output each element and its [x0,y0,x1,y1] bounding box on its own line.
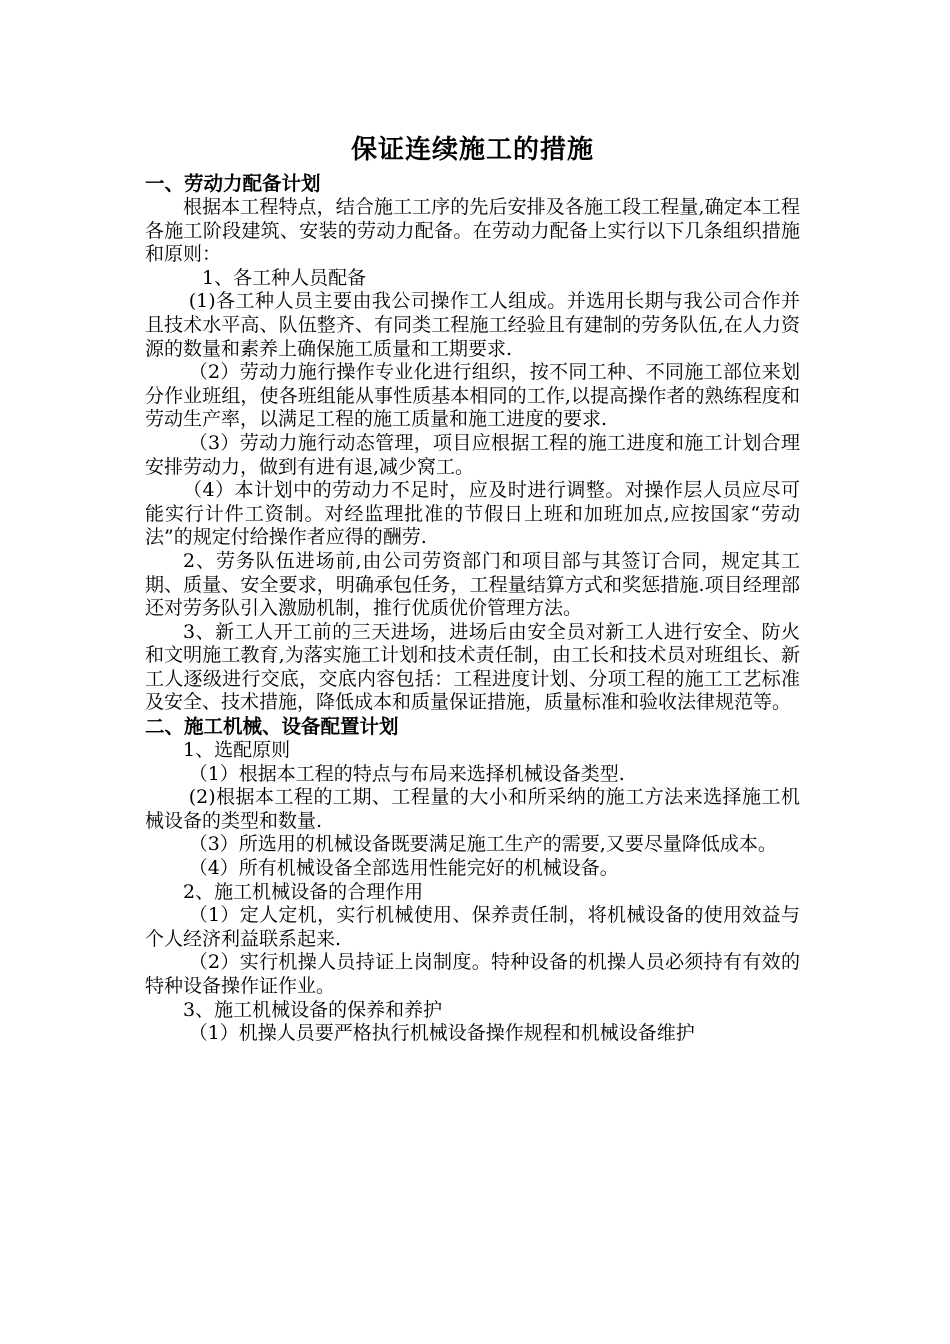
document-body [145,172,800,1046]
paragraph: （3）劳动力施行动态管理，项目应根据工程的施工进度和施工计划合理安排劳动力，做到有进有退,减少窝工。 [145,431,800,478]
paragraph: （3）所选用的机械设备既要满足施工生产的需要,又要尽量降低成本。 [188,833,777,856]
section-heading: 二、施工机械、设备配置计划 [145,715,399,739]
paragraph: 根据本工程特点，结合施工工序的先后安排及各施工段工程量,确定本工程各施工阶段建筑、安装的劳动力配备。在劳动力配备上实行以下几条组织措施和原则： [145,196,800,266]
paragraph: （1）机操人员要严格执行机械设备操作规程和机械设备维护 [188,1022,695,1045]
paragraph: （4）所有机械设备全部选用性能完好的机械设备。 [188,857,619,880]
paragraph: （2）劳动力施行操作专业化进行组织，按不同工种、不同施工部位来划分作业班组，使各班组能从事性质基本相同的工作,以提高操作者的熟练程度和劳动生产率，以满足工程的施工质量和施工进度的要求. [145,361,800,431]
paragraph: （1）根据本工程的特点与布局来选择机械设备类型. [188,762,625,785]
paragraph: 2、施工机械设备的合理作用 [183,880,424,903]
document-title: 保证连续施工的措施 [350,135,594,165]
paragraph: 1、选配原则 [183,739,291,762]
paragraph: 3、新工人开工前的三天进场，进场后由安全员对新工人进行安全、防火和文明施工教育,为落实施工计划和技术责任制，由工长和技术员对班组长、新工人逐级进行交底，交底内容包括：工程进度计划、分项工程的施工工艺标准及安全、技术措施，降低成本和质量保证措施，质量标准和验收法律规范等。 [145,620,800,714]
document-page [145,130,800,1046]
paragraph: （1）定人定机，实行机械使用、保养责任制，将机械设备的使用效益与个人经济利益联系起来. [145,904,800,950]
paragraph: (2)根据本工程的工期、工程量的大小和所采纳的施工方法来选择施工机械设备的类型和数量. [145,786,800,832]
paragraph: （4）本计划中的劳动力不足时，应及时进行调整。对操作层人员应尽可能实行计件工资制。对经监理批准的节假日上班和加班加点,应按国家“劳动法”的规定付给操作者应得的酬劳. [145,479,800,549]
paragraph: (1)各工种人员主要由我公司操作工人组成。并选用长期与我公司合作并且技术水平高、队伍整齐、有同类工程施工经验且有建制的劳务队伍,在人力资源的数量和素养上确保施工质量和工期要求. [145,290,800,360]
paragraph: （2）实行机操人员持证上岗制度。特种设备的机操人员必须持有有效的特种设备操作证作业。 [145,951,800,997]
section-heading: 一、劳动力配备计划 [145,172,321,195]
paragraph: 2、劳务队伍进场前,由公司劳资部门和项目部与其签订合同，规定其工期、质量、安全要求，明确承包任务，工程量结算方式和奖惩措施.项目经理部还对劳务队引入激励机制，推行优质优价管理方法。 [145,549,800,620]
paragraph: 3、施工机械设备的保养和养护 [183,998,443,1021]
paragraph: 1、各工种人员配备 [202,266,367,289]
